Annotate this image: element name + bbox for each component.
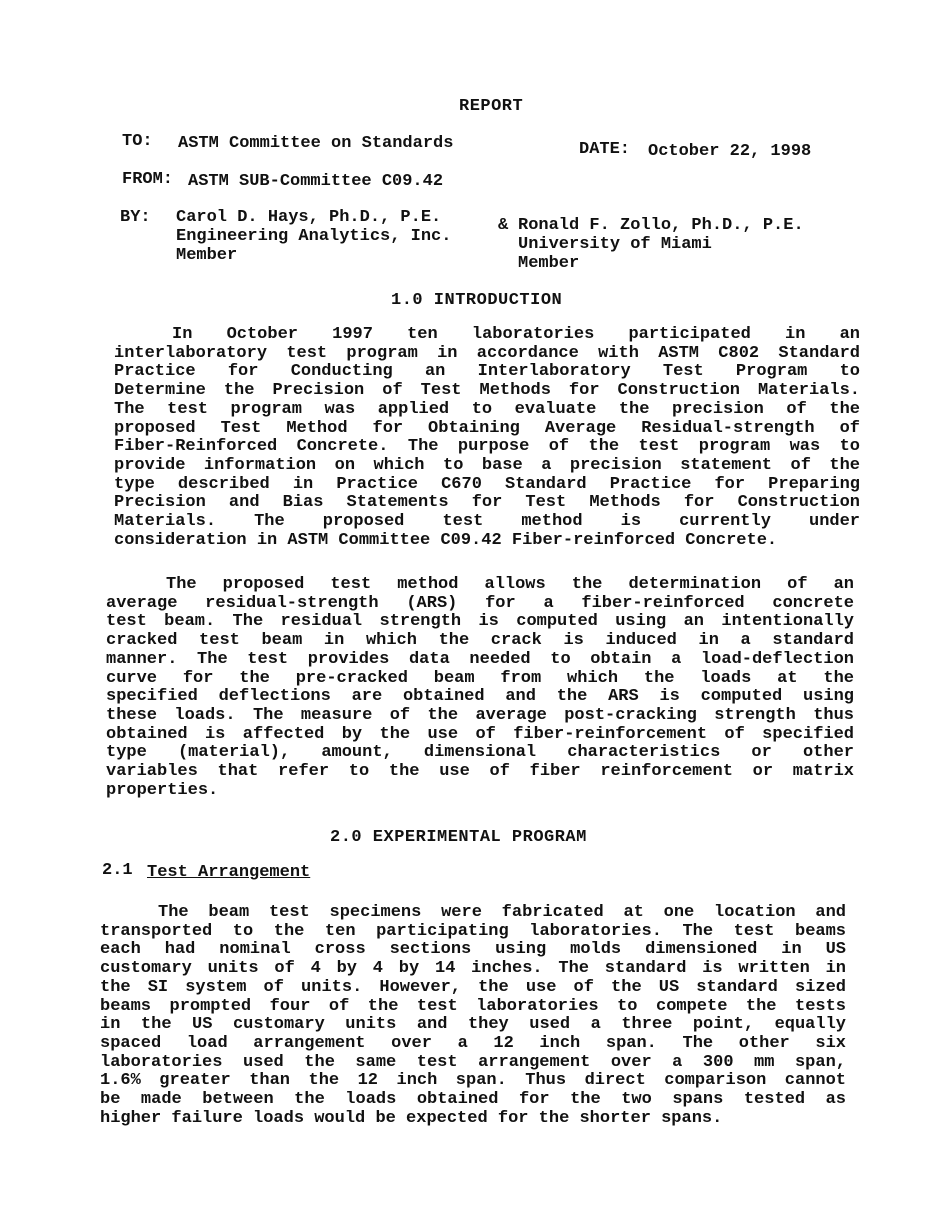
paragraph-line: Practice for Conducting an Interlaboratory Test Program to bbox=[114, 362, 860, 382]
paragraph-line: interlaboratory test program in accordance with ASTM C802 Standard bbox=[114, 343, 860, 363]
from-value: ASTM SUB-Committee C09.42 bbox=[188, 172, 444, 191]
paragraph-line: obtained is affected by the use of fiber-reinforcement of specified bbox=[106, 724, 854, 744]
paragraph-line: consideration in ASTM Committee C09.42 Fiber-reinforced Concrete. bbox=[114, 530, 778, 550]
paragraph-line: Precision and Bias Statements for Test Methods for Construction bbox=[114, 493, 860, 513]
paragraph-line: specified deflections are obtained and the ARS is computed using bbox=[106, 687, 854, 707]
paragraph-line: average residual-strength (ARS) for a fiber-reinforced concrete bbox=[106, 593, 854, 613]
paragraph-line: manner. The test provides data needed to obtain a load-deflection bbox=[106, 649, 854, 669]
paragraph-line: beams prompted four of the test laboratories to compete the tests bbox=[100, 996, 846, 1016]
experimental-paragraph-1 bbox=[100, 904, 846, 1128]
paragraph-line: higher failure loads would be expected for the shorter spans. bbox=[100, 1108, 723, 1128]
paragraph-line: variables that refer to the use of fiber reinforcement or matrix bbox=[106, 762, 854, 782]
ampersand: & bbox=[498, 216, 509, 235]
author1-name: Carol D. Hays, Ph.D., P.E. bbox=[176, 208, 442, 227]
author1-role: Member bbox=[176, 246, 238, 265]
to-label: TO: bbox=[122, 132, 153, 151]
report-title: REPORT bbox=[459, 97, 524, 116]
from-label: FROM: bbox=[122, 170, 174, 189]
paragraph-line: spaced load arrangement over a 12 inch span. The other six bbox=[100, 1033, 846, 1053]
paragraph-line: type described in Practice C670 Standard Practice for Preparing bbox=[114, 474, 860, 494]
paragraph-line: The beam test specimens were fabricated at one location and bbox=[158, 903, 846, 922]
paragraph-line: transported to the ten participating laboratories. The test beams bbox=[100, 921, 846, 941]
subsection-title: Test Arrangement bbox=[147, 863, 311, 882]
paragraph-line: 1.6% greater than the 12 inch span. Thus direct comparison cannot bbox=[100, 1071, 846, 1091]
author2-block bbox=[518, 216, 804, 273]
paragraph-line: Determine the Precision of Test Methods for Construction Materials. bbox=[114, 381, 860, 401]
paragraph-line: test beam. The residual strength is computed using an intentionally bbox=[106, 612, 854, 632]
paragraph-line: these loads. The measure of the average post-cracking strength thus bbox=[106, 705, 854, 725]
paragraph-line: type (material), amount, dimensional characteristics or other bbox=[106, 743, 854, 763]
date-value: October 22, 1998 bbox=[648, 142, 812, 161]
by-label: BY: bbox=[120, 208, 151, 227]
paragraph-line: In October 1997 ten laboratories participated in an bbox=[172, 325, 860, 344]
paragraph-line: proposed Test Method for Obtaining Average Residual-strength of bbox=[114, 418, 860, 438]
paragraph-line: provide information on which to base a precision statement of the bbox=[114, 455, 860, 475]
paragraph-line: The test program was applied to evaluate the precision of the bbox=[114, 399, 860, 419]
author2-org: University of Miami bbox=[518, 235, 712, 254]
author2-name: Ronald F. Zollo, Ph.D., P.E. bbox=[518, 216, 804, 235]
paragraph-line: Materials. The proposed test method is currently under bbox=[114, 512, 860, 532]
intro-paragraph-2 bbox=[106, 576, 854, 800]
paragraph-line: in the US customary units and they used a three point, equally bbox=[100, 1015, 846, 1035]
paragraph-line: cracked test beam in which the crack is induced in a standard bbox=[106, 631, 854, 651]
paragraph-line: curve for the pre-cracked beam from which the loads at the bbox=[106, 668, 854, 688]
author2-role: Member bbox=[518, 254, 580, 273]
paragraph-line: Fiber-Reinforced Concrete. The purpose of the test program was to bbox=[114, 437, 860, 457]
paragraph-line: customary units of 4 by 4 by 14 inches. The standard is written in bbox=[100, 959, 846, 979]
date-label: DATE: bbox=[579, 140, 631, 159]
paragraph-line: each had nominal cross sections using molds dimensioned in US bbox=[100, 940, 846, 960]
subsection-number: 2.1 bbox=[102, 861, 133, 880]
intro-heading: 1.0 INTRODUCTION bbox=[391, 291, 563, 310]
experimental-heading: 2.0 EXPERIMENTAL PROGRAM bbox=[330, 828, 587, 847]
paragraph-line: be made between the loads obtained for the two spans tested as bbox=[100, 1090, 846, 1110]
author1-block bbox=[176, 208, 451, 265]
paragraph-line: properties. bbox=[106, 780, 219, 800]
paragraph-line: the SI system of units. However, the use of the US standard sized bbox=[100, 977, 846, 997]
to-value: ASTM Committee on Standards bbox=[178, 134, 454, 153]
intro-paragraph-1 bbox=[114, 326, 860, 550]
paragraph-line: The proposed test method allows the determination of an bbox=[166, 575, 854, 594]
author1-org: Engineering Analytics, Inc. bbox=[176, 227, 452, 246]
paragraph-line: laboratories used the same test arrangement over a 300 mm span, bbox=[100, 1052, 846, 1072]
